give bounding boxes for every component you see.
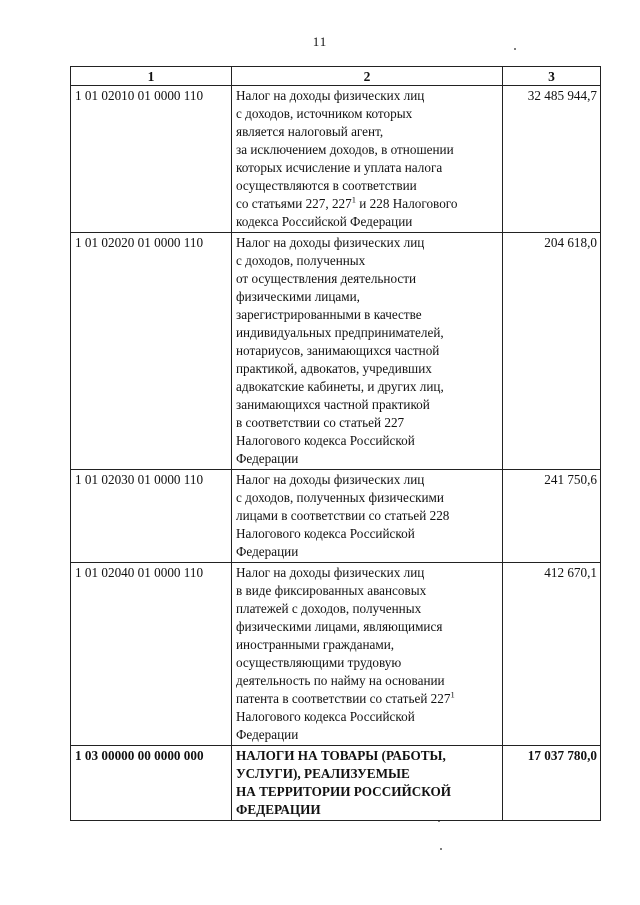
classification-code: 1 01 02030 01 0000 110 [71,470,232,563]
classification-code: 1 01 02010 01 0000 110 [71,86,232,233]
revenue-name-text: НАЛОГИ НА ТОВАРЫ (РАБОТЫ, УСЛУГИ), РЕАЛИЗУЕМЫЕ НА ТЕРРИТОРИИ РОССИЙСКОЙ ФЕДЕРАЦИИ [236,748,452,817]
table-row [71,233,601,470]
revenue-name-text: Налогового кодекса Российской Федерации [236,709,415,742]
revenue-name-text: Налог на доходы физических лиц с доходов, полученных от осуществления деятельности физическими лицами, зарегистрированными в качестве индивидуальных предпринимателей, нотариусов, занимающихся частной практикой, адвокатов, учредивших адвокатские кабинеты, и других лиц, занимающихся частной практикой в соответствии со статьей 227 Налогового кодекса Российской Федерации [236,235,444,466]
revenue-name-text: Налог на доходы физических лиц с доходов, полученных физическими лицами в соответствии со статьей 228 Налогового кодекса Российской Федерации [236,472,450,559]
revenue-name-text: Налог на доходы физических лиц в виде фиксированных авансовых платежей с доходов, полученных физическими лицами, являющимися иностранными гражданами, осуществляющими трудовую деятельность по найму на основании патента в соответствии со статьей 227 [236,565,451,706]
revenue-name [232,86,503,233]
page-number: 11 [312,34,328,49]
amount: 241 750,6 [503,470,601,563]
revenue-name [232,563,503,746]
column-header: 2 [232,67,503,86]
table-row [71,746,601,821]
revenue-name-text: и 228 Налогового кодекса Российской Федерации [236,196,458,229]
amount: 204 618,0 [503,233,601,470]
scan-speck [514,48,516,50]
table-row [71,563,601,746]
revenue-name-text: Налог на доходы физических лиц с доходов, источником которых является налоговый агент, за исключением доходов, в отношении которых исчисление и уплата налога осуществляются в соответствии со статьями 227, 227 [236,88,454,211]
revenue-name [232,470,503,563]
amount: 412 670,1 [503,563,601,746]
classification-code: 1 01 02040 01 0000 110 [71,563,232,746]
header-row [71,67,601,86]
amount: 32 485 944,7 [503,86,601,233]
amount: 17 037 780,0 [503,746,601,821]
scan-speck [440,848,442,850]
revenue-table [70,66,601,821]
revenue-name [232,746,503,821]
revenue-name [232,233,503,470]
column-header: 1 [71,67,232,86]
table-body [71,86,601,821]
table-row [71,470,601,563]
column-header: 3 [503,67,601,86]
classification-code: 1 03 00000 00 0000 000 [71,746,232,821]
table-row [71,86,601,233]
classification-code: 1 01 02020 01 0000 110 [71,233,232,470]
superscript: 1 [351,194,356,205]
superscript: 1 [450,689,455,700]
